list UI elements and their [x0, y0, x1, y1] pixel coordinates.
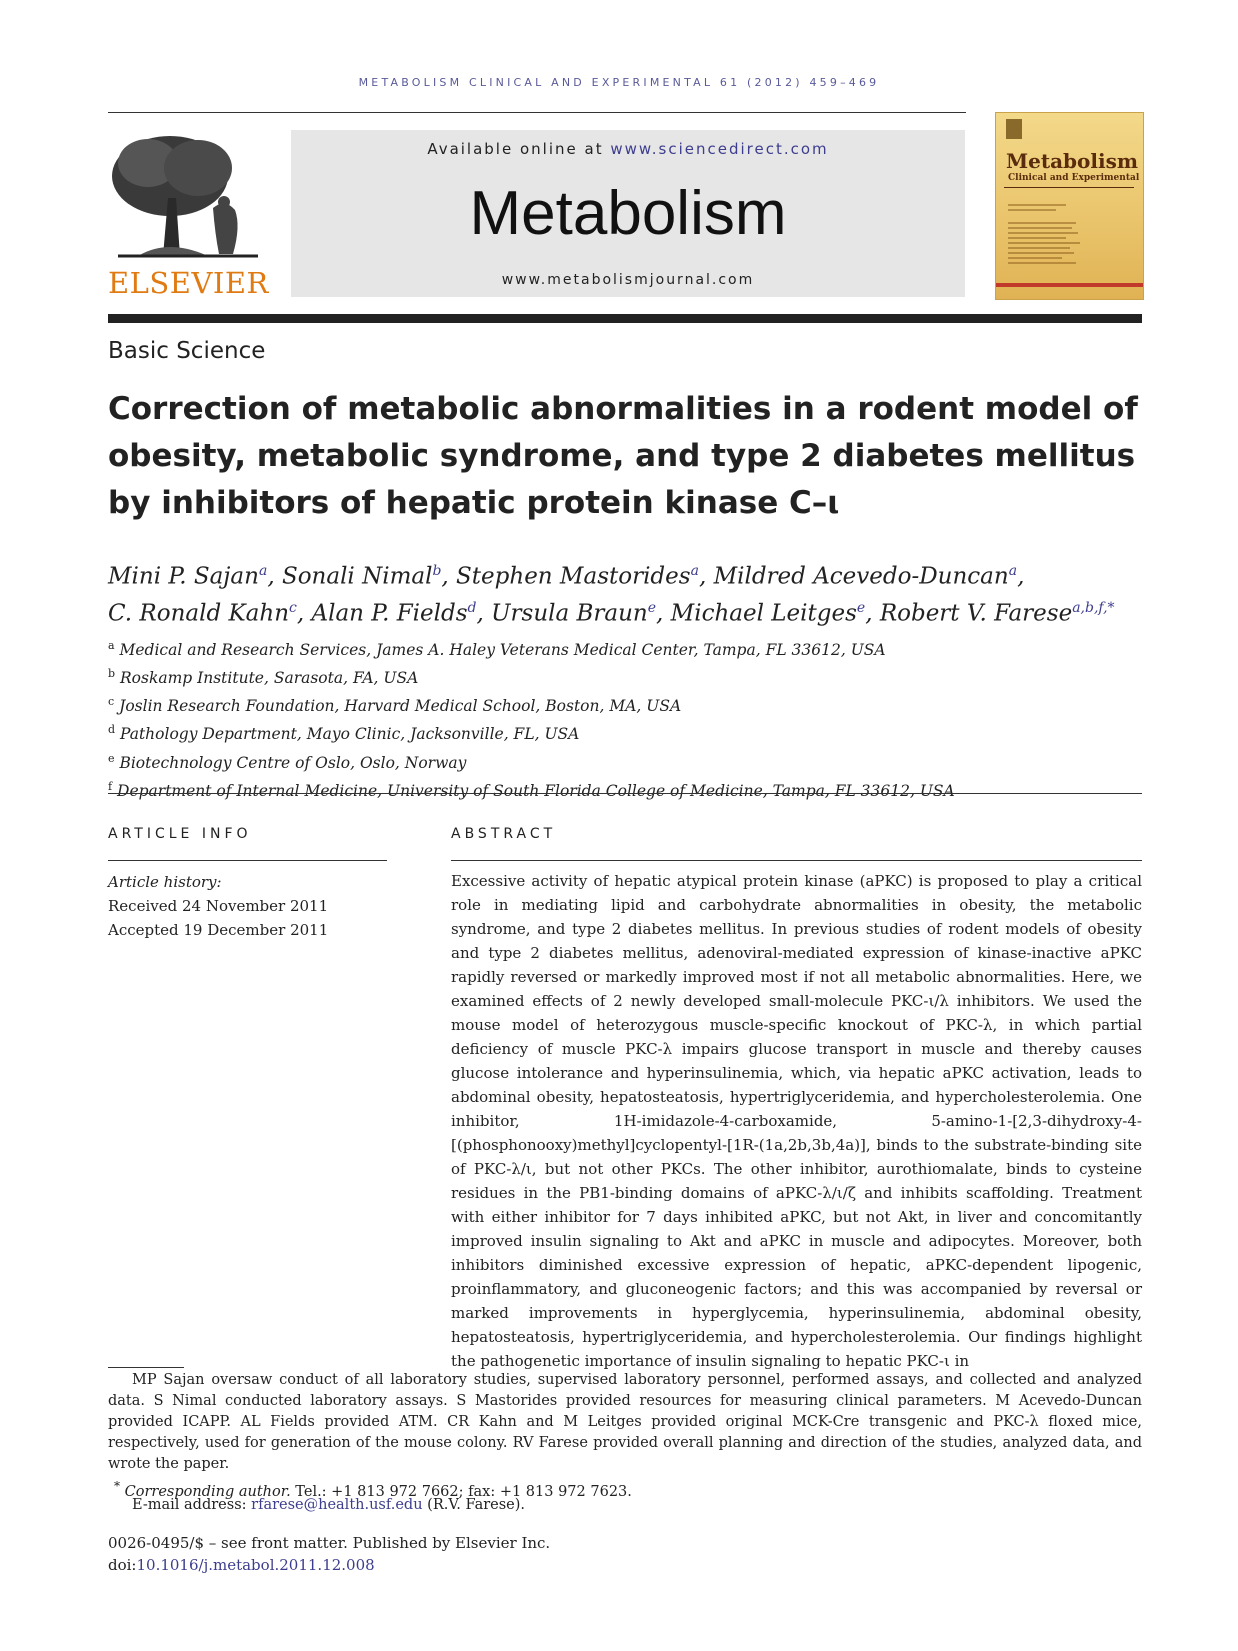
running-header: METABOLISM CLINICAL AND EXPERIMENTAL 61 (2012) 459–469 — [358, 76, 880, 89]
cover-text-lines-icon — [996, 113, 1143, 299]
sciencedirect-link[interactable]: www.sciencedirect.com — [610, 140, 829, 158]
affiliation-key: a — [108, 639, 115, 652]
author-affiliation-mark[interactable]: c — [289, 599, 297, 616]
author: Michael Leitges — [670, 600, 857, 627]
email-label: E-mail address: — [132, 1497, 252, 1513]
affiliation — [108, 775, 1148, 803]
affiliation-key: d — [108, 723, 116, 737]
history-label: Article history: — [108, 873, 222, 891]
doi-prefix: doi: — [108, 1556, 137, 1574]
journal-cover — [995, 112, 1144, 300]
article-info-rule — [108, 860, 387, 861]
author-affiliation-mark[interactable]: b — [432, 563, 442, 579]
issn-line: 0026-0495/$ – see front matter. Published by Elsevier Inc. — [108, 1534, 551, 1552]
author-affiliation-mark[interactable]: a — [1008, 563, 1018, 579]
author: Stephen Mastorides — [456, 563, 691, 590]
affiliation — [108, 690, 1148, 718]
affiliation-text: Pathology Department, Mayo Clinic, Jacksonville, FL, USA — [119, 725, 580, 744]
affiliation-list — [108, 634, 1148, 803]
available-online — [291, 140, 965, 158]
corresponding-star: * — [114, 1479, 121, 1493]
affiliation-divider — [108, 793, 1142, 794]
author: C. Ronald Kahn — [108, 600, 290, 627]
email-link[interactable]: rfarese@health.usf.edu — [251, 1497, 423, 1513]
author: Sonali Nimal — [281, 563, 433, 590]
author-affiliation-mark[interactable]: a,b,f,* — [1072, 599, 1115, 616]
article-section: Basic Science — [108, 338, 266, 364]
author: Mini P. Sajan — [108, 563, 259, 590]
abstract-text: Excessive activity of hepatic atypical protein kinase (aPKC) is proposed to play a critical role in mediating lipid and carbohydrate abnormalities in obesity, the metabolic syndrome, and type 2 diabetes mellitus. In previous studies of rodent models of obesity and type 2 diabetes mellitus, adenoviral-mediated expression of kinase-inactive aPKC rapidly reversed or markedly improved most if not all metabolic abnormalities. Here, we examined effects of 2 newly developed small-molecule PKC-ι/λ inhibitors. We used the mouse model of heterozygous muscle-specific knockout of PKC-λ, in which partial deficiency of muscle PKC-λ impairs glucose transport in muscle and thereby causes glucose intolerance and hyperinsulinemia, which, via hepatic aPKC activation, leads to abdominal obesity, hepatosteatosis, hypertriglyceridemia, and hypercholesterolemia. One inhibitor, 1H-imidazole-4-carboxamide, 5-amino-1-[2,3-dihydroxy-4-[(phosphonooxy)methyl]cyclopentyl-[1R-(1a,2b,3b,4a)], binds to the substrate-binding site of PKC-λ/ι, but not other PKCs. The other inhibitor, aurothiomalate, binds to cysteine residues in the PB1-binding domains of aPKC-λ/ι/ζ and inhibits scaffolding. Treatment with either inhibitor for 7 days inhibited aPKC, but not Akt, in liver and concomitantly improved insulin signaling to Akt and aPKC in muscle and adipocytes. Moreover, both inhibitors diminished excessive expression of hepatic, aPKC-dependent lipogenic, proinflammatory, and gluconeogenic factors; and this was accompanied by reversal or marked improvements in hyperglycemia, hyperinsulinemia, abdominal obesity, hepatosteatosis, hypertriglyceridemia, and hypercholesterolemia. Our findings highlight the pathogenetic importance of insulin signaling to hepatic PKC-ι in — [451, 872, 1142, 1370]
affiliation-text: Department of Internal Medicine, University of South Florida College of Medicine, Tampa, FL 33612, USA — [117, 781, 955, 800]
author-affiliation-mark[interactable]: e — [647, 599, 657, 616]
tree-illustration-icon — [108, 128, 262, 268]
header-thick-rule — [108, 314, 1142, 323]
author: Mildred Acevedo-Duncan — [713, 563, 1009, 590]
article-info-heading: ARTICLE INFO — [108, 826, 252, 842]
journal-url[interactable]: www.metabolismjournal.com — [501, 272, 755, 288]
affiliation-key: e — [108, 751, 115, 765]
article-history — [108, 870, 388, 942]
email-line — [132, 1497, 525, 1513]
affiliation-text: Medical and Research Services, James A. Haley Veterans Medical Center, Tampa, FL 33612, USA — [119, 641, 886, 660]
author-affiliation-mark[interactable]: a — [690, 563, 699, 579]
corresponding-label: Corresponding author. — [124, 1483, 291, 1500]
affiliation — [108, 634, 1148, 662]
affiliation-text: Joslin Research Foundation, Harvard Medical School, Boston, MA, USA — [119, 697, 682, 716]
header-rule — [108, 112, 966, 113]
doi-link[interactable]: 10.1016/j.metabol.2011.12.008 — [136, 1556, 375, 1574]
footnote-rule — [108, 1367, 184, 1368]
doi-line — [108, 1554, 550, 1576]
author-list: Mini P. Sajan$^a$, Sonali Nimal$^b$, Stephen Mastorides$^a$, Mildred Acevedo-Duncan$^a$, C. Ronald Kahn$^c$, Alan P. Fields$^d$, Ursula Braun$^e$, Michael Leitges$^e$, Robert V. Farese$^{a,b,f,*}$ — [108, 563, 1115, 627]
author-affiliation-mark[interactable]: e — [856, 599, 866, 616]
elsevier-logo — [108, 128, 269, 300]
author: Robert V. Farese — [879, 600, 1073, 627]
author: Alan P. Fields — [311, 600, 468, 627]
affiliation — [108, 662, 1148, 690]
corresponding-contact: Tel.: +1 813 972 7662; fax: +1 813 972 7623. — [290, 1483, 632, 1500]
publisher-name: ELSEVIER — [108, 266, 269, 300]
affiliation-text: Biotechnology Centre of Oslo, Oslo, Norway — [119, 753, 467, 772]
abstract-rule — [451, 860, 1142, 861]
author-affiliation-mark[interactable]: d — [467, 599, 477, 616]
journal-title: Metabolism — [469, 179, 787, 248]
affiliation-key: f — [108, 779, 113, 793]
affiliation-key: b — [108, 667, 116, 681]
affiliation-key: c — [108, 695, 115, 709]
available-prefix: Available online at — [427, 140, 611, 158]
cover-title: Metabolism — [1006, 149, 1139, 173]
affiliation — [108, 718, 1148, 746]
author-contributions-footnote: MP Sajan oversaw conduct of all laboratory studies, supervised laboratory personnel, performed assays, and collected and analyzed data. S Nimal conducted laboratory assays. S Mastorides provided resources for measuring clinical parameters. M Acevedo-Duncan provided ICAPP. AL Fields provided ATM. CR Kahn and M Leitges provided original MCK-Cre transgenic and PKC-λ floxed mice, respectively, used for generation of the mouse colony. RV Farese provided overall planning and direction of the studies, analyzed data, and wrote the paper. — [108, 1372, 1142, 1472]
abstract-heading: ABSTRACT — [451, 826, 557, 842]
front-matter — [108, 1532, 550, 1576]
author-affiliation-mark[interactable]: a — [258, 563, 268, 579]
journal-banner — [291, 130, 965, 297]
accepted-date: Accepted 19 December 2011 — [108, 921, 329, 939]
affiliation-text: Roskamp Institute, Sarasota, FA, USA — [119, 669, 419, 688]
affiliation — [108, 747, 1148, 775]
email-suffix: (R.V. Farese). — [422, 1497, 526, 1513]
received-date: Received 24 November 2011 — [108, 897, 329, 915]
article-title: Correction of metabolic abnormalities in a rodent model of obesity, metabolic syndrome, and type 2 diabetes mellitus by inhibitors of hepatic protein kinase C–ι — [108, 391, 1138, 521]
cover-subtitle: Clinical and Experimental — [1008, 173, 1140, 183]
author: Ursula Braun — [491, 600, 648, 627]
